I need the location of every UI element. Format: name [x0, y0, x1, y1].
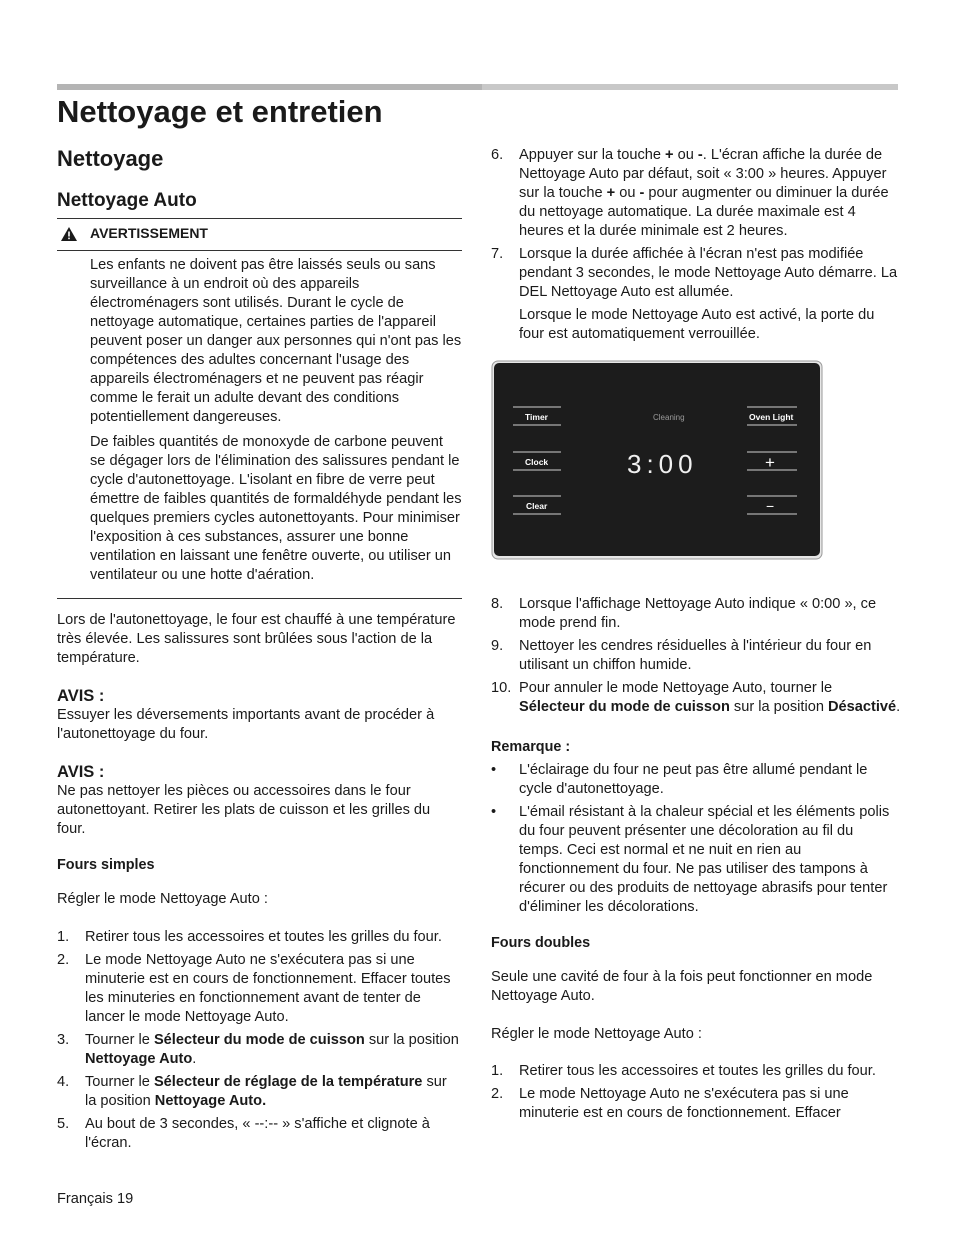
cleaning-indicator: Cleaning [653, 413, 685, 422]
list-item-note: Lorsque le mode Nettoyage Auto est activé, la porte du four est automatiquement verrouillée. [519, 307, 875, 342]
list-item: 1. Retirer tous les accessoires et toutes les grilles du four. [491, 1063, 876, 1079]
list-item: 4. Tourner le Sélecteur de réglage de la température sur la position Nettoyage Auto. [57, 1074, 447, 1109]
top-rule-accent [57, 84, 482, 90]
list-item: 7. Lorsque la durée affichée à l'écran n'est pas modifiée pendant 3 secondes, le mode Nettoyage Auto démarre. La DEL Nettoyage Auto est allumée. Lorsque le mode Nettoyage Auto est activé, la porte du four est automatiquement verrouillée. [491, 245, 901, 344]
steps-list [57, 928, 462, 1153]
section-heading: Nettoyage [57, 146, 164, 171]
page-title: Nettoyage et entretien [57, 94, 383, 129]
notice-title: AVIS : [57, 763, 105, 781]
warning-header [57, 219, 462, 251]
warning-paragraph: Les enfants ne doivent pas être laissés seuls ou sans surveillance à un endroit où des appareils électroménagers sont utilisés. Durant le cycle de nettoyage automatique, certaines parties de l'appareil peuvent poser un danger aux personnes qui n'ont pas les compétences des adultes concernant l'usage des appareils électroménagers et ne peuvent pas réagir comme le ferait un adulte devant des conditions potentiellement dangereuses. [90, 257, 462, 425]
notice-text: Ne pas nettoyer les pièces ou accessoires dans le four autonettoyant. Retirer les plats de cuisson et les grilles du four. [57, 783, 431, 837]
plus-button[interactable]: + [765, 453, 775, 472]
clear-button[interactable]: Clear [526, 501, 548, 511]
remark-list [491, 761, 901, 917]
right-column [491, 146, 901, 1127]
set-mode-text: Régler le mode Nettoyage Auto : [491, 1026, 702, 1042]
control-panel-image [491, 360, 823, 560]
list-item: 2. Le mode Nettoyage Auto ne s'exécutera pas si une minuterie est en cours de fonctionnement. Effacer [491, 1086, 849, 1121]
notice-text: Essuyer les déversements importants avant de procéder à l'autonettoyage du four. [57, 707, 435, 742]
remark-heading: Remarque : [491, 739, 571, 755]
warning-body [57, 251, 462, 598]
list-item: 2. Le mode Nettoyage Auto ne s'exécutera pas si une minuterie est en cours de fonctionnement. Effacer toutes les minuteries en fonctionnement avant de tenter de lancer le mode Nettoyage Auto. [57, 952, 451, 1025]
list-item: 6. Appuyer sur la touche + ou -. L'écran affiche la durée de Nettoyage Auto par défaut, soit « 3:00 » heures. Appuyer sur la touche + ou - pour augmenter ou diminuer la durée du nettoyage automatique. La durée maximale est 4 heures et la durée minimale est 2 heures. [491, 147, 889, 239]
page-footer: Français 19 [57, 1191, 134, 1207]
double-intro-text: Seule une cavité de four à la fois peut fonctionner en mode Nettoyage Auto. [491, 969, 873, 1004]
list-item: • L'émail résistant à la chaleur spécial et les éléments polis du four peuvent présenter une décoloration au fil du temps. Ceci est normal et ne nuit en rien au fonctionnement du four. Ne pas utiliser des tampons à récurer ou des produits de nettoyage abrasifs pour tenter d'éliminer les décolorations. [491, 804, 890, 915]
warning-paragraph: De faibles quantités de monoxyde de carbone peuvent se dégager lors de l'élimination des salissures pendant le cycle d'autonettoyage. L'isolant en fibre de verre peut émettre de faibles quantités de formaldéhyde pendant les quelques premiers cycles autonettoyants. Pour minimiser l'exposition à ces substances, assurer une bonne ventilation en laissant une fenêtre ouverte, ou utiliser un ventilateur ou une hotte d'aération. [90, 434, 462, 583]
time-display: 3:00 [627, 449, 698, 479]
subheading-double-ovens: Fours doubles [491, 935, 591, 951]
list-item: 8. Lorsque l'affichage Nettoyage Auto indique « 0:00 », ce mode prend fin. [491, 596, 877, 631]
steps-list-continued [491, 146, 901, 344]
steps-list-continued-2 [491, 595, 901, 717]
subsection-heading: Nettoyage Auto [57, 190, 197, 211]
oven-light-button[interactable]: Oven Light [749, 412, 794, 422]
warning-label: AVERTISSEMENT [90, 225, 208, 241]
intro-paragraph: Lors de l'autonettoyage, le four est chauffé à une température très élevée. Les salissures sont brûlées sous l'action de la température. [57, 612, 456, 666]
minus-button[interactable]: − [766, 498, 775, 514]
notice-title: AVIS : [57, 687, 105, 705]
list-item: 10. Pour annuler le mode Nettoyage Auto, tourner le Sélecteur du mode de cuisson sur la position Désactivé. [491, 680, 901, 715]
list-item: • L'éclairage du four ne peut pas être allumé pendant le cycle d'autonettoyage. [491, 762, 868, 797]
list-item: 3. Tourner le Sélecteur du mode de cuisson sur la position Nettoyage Auto. [57, 1032, 459, 1067]
list-item: 9. Nettoyer les cendres résiduelles à l'intérieur du four en utilisant un chiffon humide. [491, 638, 872, 673]
clock-button[interactable]: Clock [525, 457, 549, 467]
list-item: 1. Retirer tous les accessoires et toutes les grilles du four. [57, 929, 442, 945]
list-item: 5. Au bout de 3 secondes, « --:-- » s'affiche et clignote à l'écran. [57, 1116, 430, 1151]
warning-box [57, 218, 462, 599]
warning-triangle-icon [61, 227, 77, 241]
set-mode-text: Régler le mode Nettoyage Auto : [57, 891, 268, 907]
double-steps-list [491, 1062, 901, 1123]
subheading-single-ovens: Fours simples [57, 857, 155, 873]
timer-button[interactable]: Timer [525, 412, 548, 422]
left-column [57, 144, 462, 1157]
control-panel-illustration [491, 360, 823, 560]
